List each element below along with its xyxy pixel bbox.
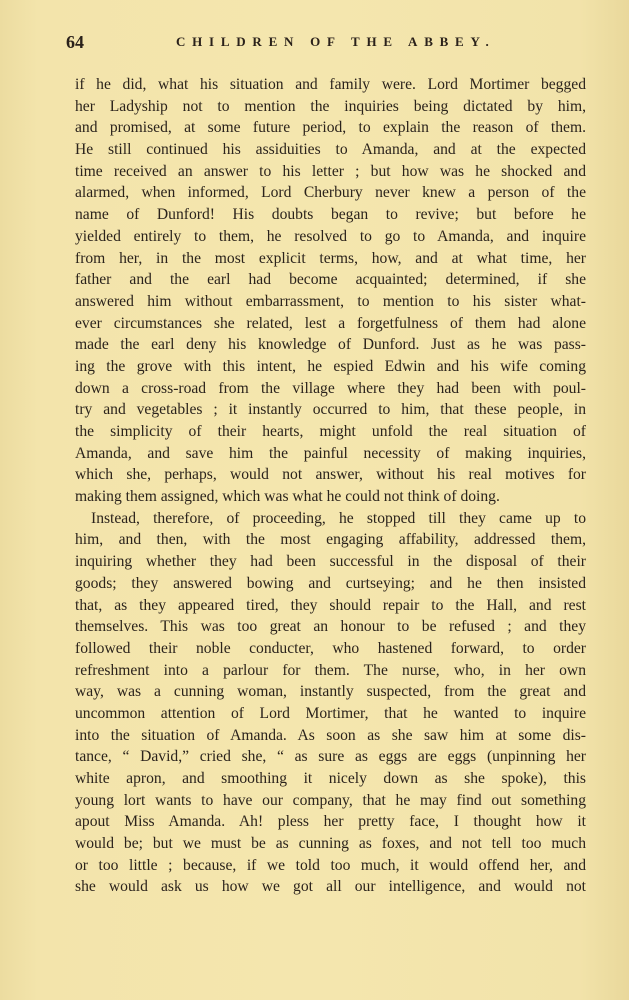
text-line: if he did, what his situation and family were. Lord Mortimer begged (75, 76, 586, 93)
text-line: ever circumstances she related, lest a forgetfulness of them had alone (75, 314, 586, 332)
text-line: Amanda, and save him the painful necessity of making inquiries, (75, 444, 586, 462)
text-line: which she, perhaps, would not answer, without his real motives for (75, 466, 586, 484)
text-line: making them assigned, which was what he could not think of doing. (75, 488, 500, 506)
text-line: she would ask us how we got all our intelligence, and would not (75, 878, 586, 896)
text-line: name of Dunford! His doubts began to revive; but before he (75, 206, 586, 224)
text-line: Instead, therefore, of proceeding, he stopped till they came up to (91, 509, 586, 527)
paragraph-2 (75, 508, 586, 898)
text-line: into the situation of Amanda. As soon as she saw him at some dis- (75, 726, 586, 744)
text-line: and promised, at some future period, to explain the reason of them. (75, 119, 586, 137)
text-line: goods; they answered bowing and curtseying; and he then insisted (75, 574, 586, 592)
text-line: apout Miss Amanda. Ah! pless her pretty face, I thought how it (75, 813, 586, 831)
text-line: that, as they appeared tired, they should repair to the Hall, and rest (75, 596, 586, 614)
text-line: him, and then, with the most engaging affability, addressed them, (75, 531, 586, 549)
text-line: father and the earl had become acquainted; determined, if she (75, 271, 586, 289)
text-line: from her, in the most explicit terms, how, and at what time, her (75, 249, 586, 267)
text-line: answered him without embarrassment, to mention to his sister what- (75, 292, 586, 310)
running-title: CHILDREN OF THE ABBEY. (176, 34, 496, 49)
text-line: followed their noble conducter, who hastened forward, to order (75, 639, 586, 657)
text-line: alarmed, when informed, Lord Cherbury never knew a person of the (75, 184, 586, 202)
text-line: time received an answer to his letter ; but how was he shocked and (75, 162, 586, 180)
text-line: or too little ; because, if we told too much, it would offend her, and (75, 856, 586, 874)
text-line: made the earl deny his knowledge of Dunford. Just as he was pass- (75, 336, 586, 354)
text-line: He still continued his assiduities to Amanda, and at the expected (75, 141, 586, 159)
text-line: try and vegetables ; it instantly occurred to him, that these people, in (75, 401, 586, 419)
text-line: way, was a cunning woman, instantly suspected, from the great and (75, 683, 586, 701)
page-number: 64 (66, 32, 84, 52)
text-line: themselves. This was too great an honour to be refused ; and they (75, 618, 586, 636)
text-line: tance, “ David,” cried she, “ as sure as eggs are eggs (unpinning her (75, 748, 586, 766)
page-header (66, 32, 586, 54)
text-line: uncommon attention of Lord Mortimer, that he wanted to inquire (75, 704, 586, 722)
text-line: yielded entirely to them, he resolved to go to Amanda, and inquire (75, 227, 586, 245)
text-line: down a cross-road from the village where they had been with poul- (75, 379, 586, 397)
text-line: her Ladyship not to mention the inquiries being dictated by him, (75, 97, 586, 115)
text-line: inquiring whether they had been successful in the disposal of their (75, 553, 586, 571)
text-line: ing the grove with this intent, he espied Edwin and his wife coming (75, 357, 586, 375)
body-text (75, 74, 586, 898)
text-line: white apron, and smoothing it nicely down as she spoke), this (75, 770, 586, 787)
paragraph-1 (75, 74, 586, 508)
text-line: young lort wants to have our company, that he may find out something (75, 791, 586, 809)
text-line: would be; but we must be as cunning as foxes, and not tell too much (75, 835, 586, 853)
text-line: the simplicity of their hearts, might unfold the real situation of (75, 423, 586, 440)
text-line: refreshment into a parlour for them. The nurse, who, in her own (75, 661, 586, 679)
